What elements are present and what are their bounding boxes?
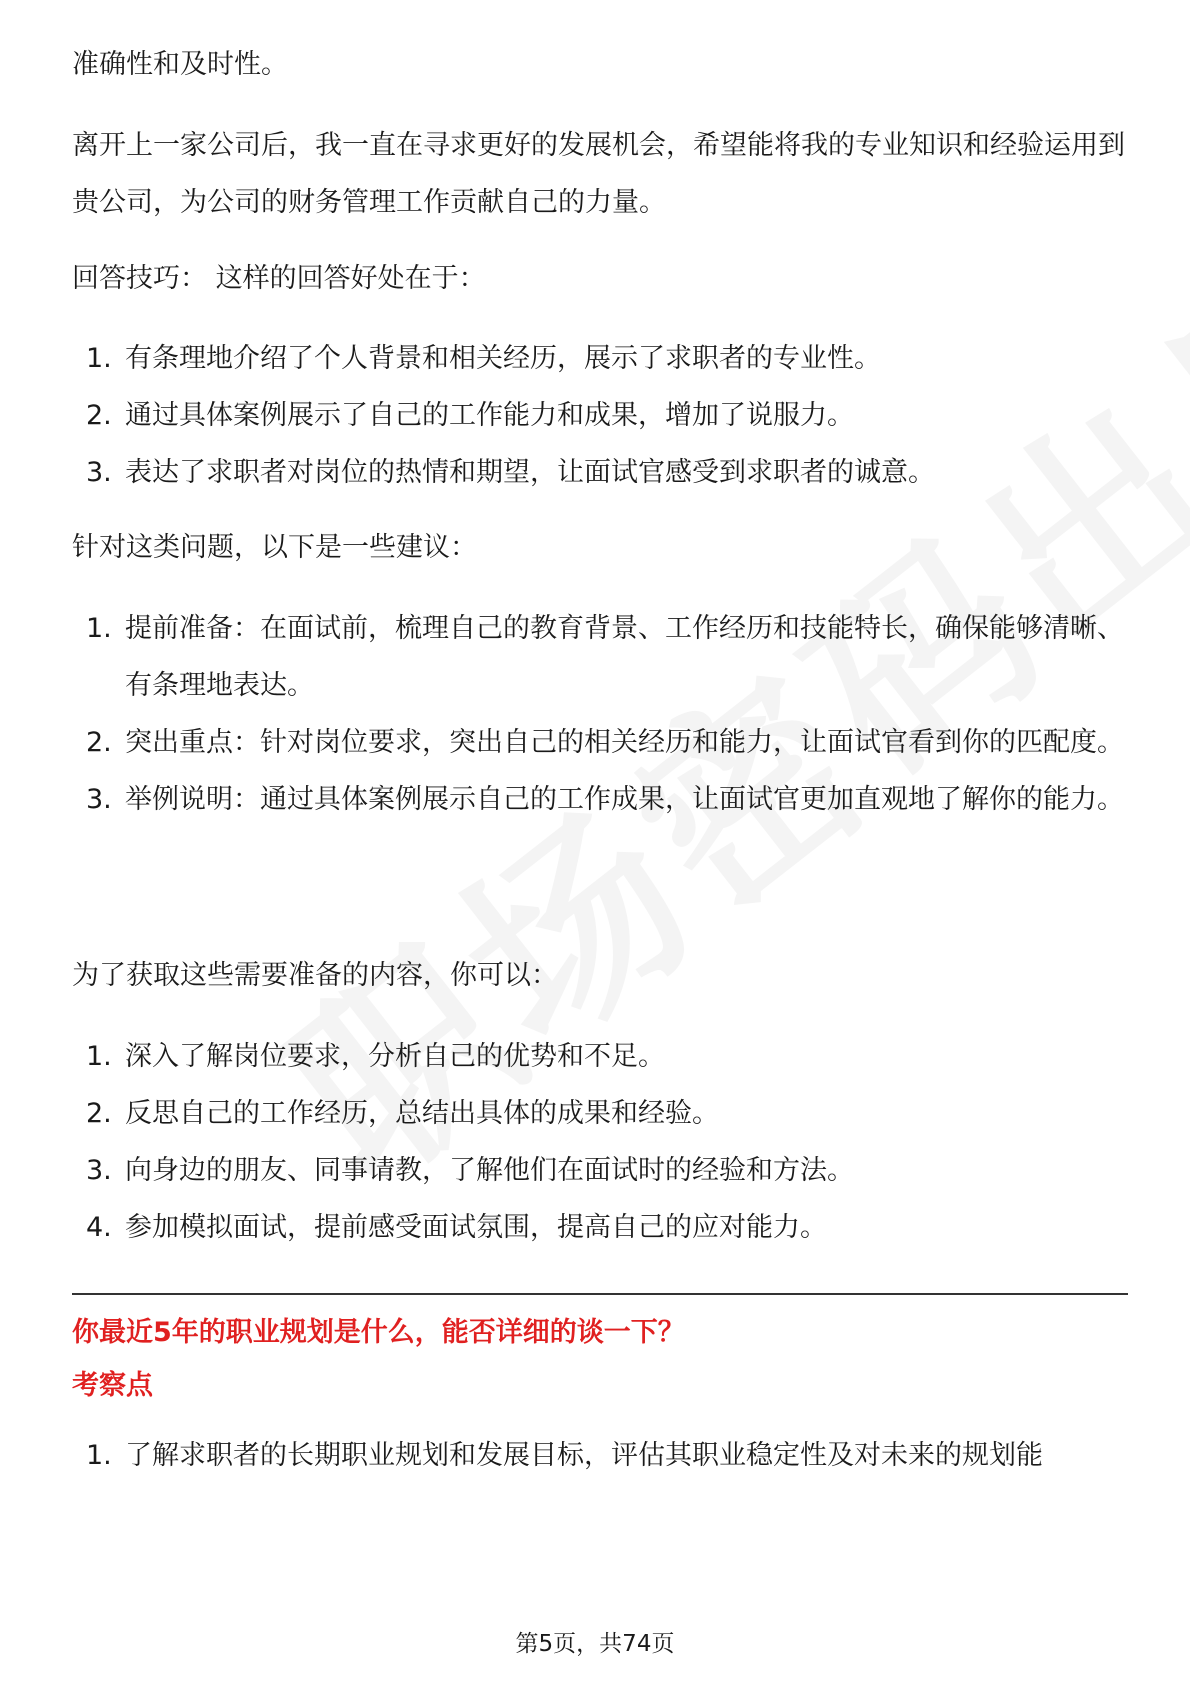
- list-text: 深入了解岗位要求，分析自己的优势和不足。: [125, 1041, 665, 1072]
- list-item: [72, 714, 1128, 771]
- list-text: 突出重点：针对岗位要求，突出自己的相关经历和能力，让面试官看到你的匹配度。: [125, 727, 1124, 758]
- list-item: [72, 330, 1128, 387]
- list-number: 1.: [86, 613, 112, 644]
- list-number: 1.: [86, 1041, 112, 1072]
- list-item: [72, 771, 1128, 828]
- question-heading: 你最近5年的职业规划是什么，能否详细的谈一下？: [72, 1317, 685, 1348]
- list-text: 反思自己的工作经历，总结出具体的成果和经验。: [125, 1098, 719, 1129]
- list-item: [72, 1085, 1128, 1142]
- preparation-list: [72, 1028, 1128, 1256]
- document-page: [72, 0, 1128, 1684]
- list-text: 举例说明：通过具体案例展示自己的工作成果，让面试官更加直观地了解你的能力。: [125, 784, 1124, 815]
- list-item: [72, 444, 1128, 501]
- list-item: [72, 1199, 1128, 1256]
- list-text: 提前准备：在面试前，梳理自己的教育背景、工作经历和技能特长，确保能够清晰、有条理地表达。: [125, 613, 1124, 701]
- section-label-inspection-points: 考察点: [72, 1370, 153, 1401]
- list-item: [72, 1028, 1128, 1085]
- list-text: 向身边的朋友、同事请教，了解他们在面试时的经验和方法。: [125, 1155, 854, 1186]
- paragraph-accuracy: 准确性和及时性。: [72, 49, 288, 80]
- list-number: 2.: [86, 1098, 112, 1129]
- benefits-list: [72, 330, 1128, 501]
- list-item: [72, 1427, 1128, 1484]
- section-divider: [72, 1293, 1128, 1295]
- list-item: [72, 1142, 1128, 1199]
- list-number: 1.: [86, 343, 112, 374]
- list-text: 通过具体案例展示了自己的工作能力和成果，增加了说服力。: [125, 400, 854, 431]
- inspection-points-list: [72, 1427, 1128, 1484]
- list-number: 1.: [86, 1440, 112, 1471]
- list-number: 2.: [86, 727, 112, 758]
- list-number: 3.: [86, 457, 112, 488]
- list-text: 了解求职者的长期职业规划和发展目标，评估其职业稳定性及对未来的规划能: [125, 1440, 1043, 1471]
- list-number: 3.: [86, 1155, 112, 1186]
- paragraph-preparation-intro: 为了获取这些需要准备的内容，你可以：: [72, 960, 558, 991]
- paragraph-answer-tips: 回答技巧： 这样的回答好处在于：: [72, 263, 486, 294]
- list-text: 有条理地介绍了个人背景和相关经历，展示了求职者的专业性。: [125, 343, 881, 374]
- list-number: 3.: [86, 784, 112, 815]
- list-text: 参加模拟面试，提前感受面试氛围，提高自己的应对能力。: [125, 1212, 827, 1243]
- list-item: [72, 600, 1128, 714]
- list-number: 4.: [86, 1212, 112, 1243]
- list-number: 2.: [86, 400, 112, 431]
- paragraph-leaving-company: 离开上一家公司后，我一直在寻求更好的发展机会，希望能将我的专业知识和经验运用到贵公司，为公司的财务管理工作贡献自己的力量。: [72, 130, 1125, 218]
- list-text: 表达了求职者对岗位的热情和期望，让面试官感受到求职者的诚意。: [125, 457, 935, 488]
- paragraph-suggestions-intro: 针对这类问题，以下是一些建议：: [72, 532, 477, 563]
- list-item: [72, 387, 1128, 444]
- suggestions-list: [72, 600, 1128, 828]
- page-footer: 第5页，共74页: [515, 1631, 675, 1657]
